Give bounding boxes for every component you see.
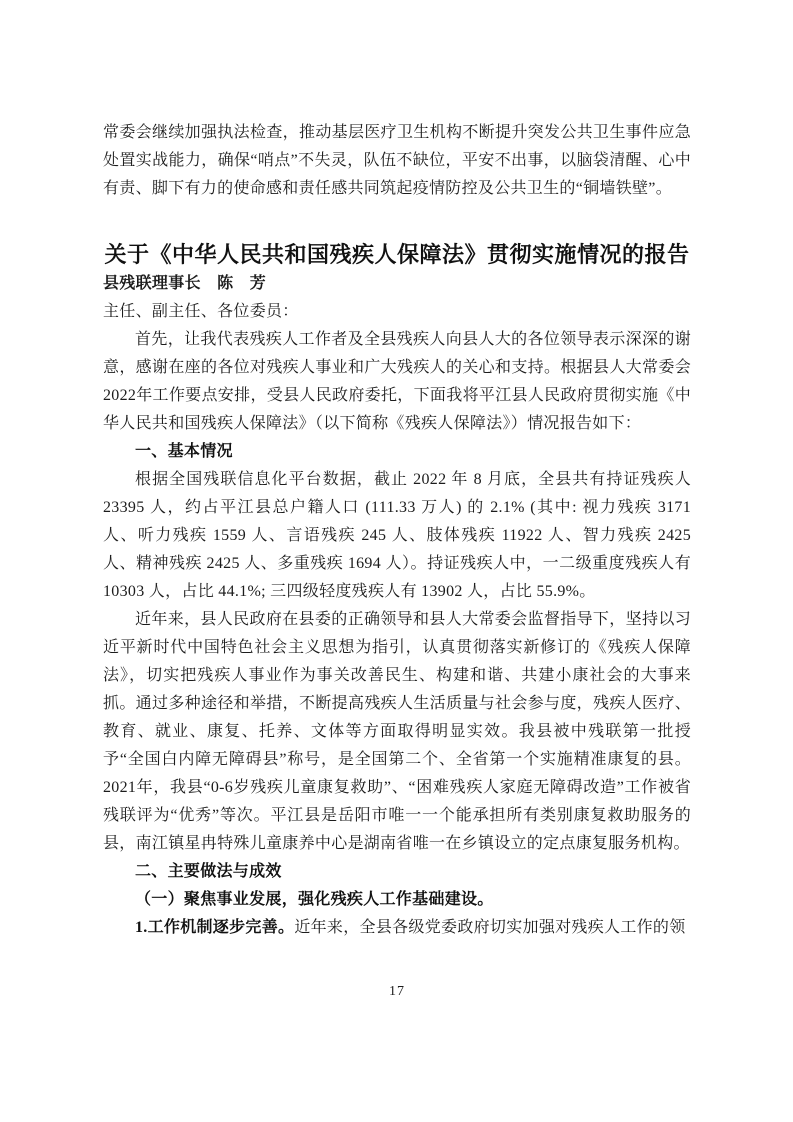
section-2-heading: 二、主要做法与成效 <box>135 863 282 880</box>
section-1-achievements-paragraph: 近年来，县人民政府在县委的正确领导和县人大常委会监督指导下，坚持以习近平新时代中国特色社会主义思想为指引，认真贯彻落实新修订的《残疾人保障法》，切实把残疾人事业作为事关改善民生、构建和谐、共建小康社会的大事来抓。通过多种途径和举措，不断提高残疾人生活质量与社会参与度，残疾人医疗、教育、就业、康复、托养、文体等方面取得明显实效。我县被中残联第一批授予“全国白内障无障碍县”称号，是全国第二个、全省第一个实施精准康复的县。2021年，我县“0-6岁残疾儿童康复救助”、“困难残疾人家庭无障碍改造”工作被省残联评为“优秀”等次。平江县是岳阳市唯一一个能承担所有类别康复救助服务的县，南江镇星冉特殊儿童康养中心是湖南省唯一在乡镇设立的定点康复服务机构。 <box>103 611 691 852</box>
section-1-stats-paragraph: 根据全国残联信息化平台数据，截止 2022 年 8 月底，全县共有持证残疾人 23395 人，约占平江县总户籍人口 (111.33 万人) 的 2.1% (其中: 视力残疾 3171 人、听力残疾 1559 人、言语残疾 245 人、肢体残疾 11922 人、智力残疾 2425 人、精神残疾 2425 人、多重残疾 1694 人）。持证残疾人中，一二级重度残疾人有 10303 人，占比 44.1%; 三四级轻度残疾人有 13902 人，占比 55.9%。 <box>103 471 691 600</box>
report-title: 关于《中华人民共和国残疾人保障法》贯彻实施情况的报告 <box>104 242 690 267</box>
page-number: 17 <box>389 984 405 999</box>
continuation-paragraph: 常委会继续加强执法检查，推动基层医疗卫生机构不断提升突发公共卫生事件应急处置实战能力，确保“哨点”不失灵，队伍不缺位，平安不出事，以脑袋清醒、心中有责、脚下有力的使命感和责任感共同筑起疫情防控及公共卫生的“铜墙铁壁”。 <box>103 124 691 197</box>
item-1-lead: 1.工作机制逐步完善。 <box>135 919 295 936</box>
subsection-1-heading: （一）聚焦事业发展，强化残疾人工作基础建设。 <box>135 891 494 908</box>
section-1-heading: 一、基本情况 <box>135 443 233 460</box>
item-1-paragraph <box>103 914 691 942</box>
salutation-line: 主任、副主任、各位委员： <box>103 303 299 320</box>
item-1-text: 近年来，全县各级党委政府切实加强对残疾人工作的领 <box>294 919 686 936</box>
report-author: 县残联理事长 陈 芳 <box>103 275 267 292</box>
opening-paragraph: 首先，让我代表残疾人工作者及全县残疾人向县人大的各位领导表示深深的谢意，感谢在座的各位对残疾人事业和广大残疾人的关心和支持。根据县人大常委会2022年工作要点安排，受县人民政府委托，下面我将平江县人民政府贯彻实施《中华人民共和国残疾人保障法》（以下简称《残疾人保障法》）情况报告如下： <box>103 331 691 432</box>
